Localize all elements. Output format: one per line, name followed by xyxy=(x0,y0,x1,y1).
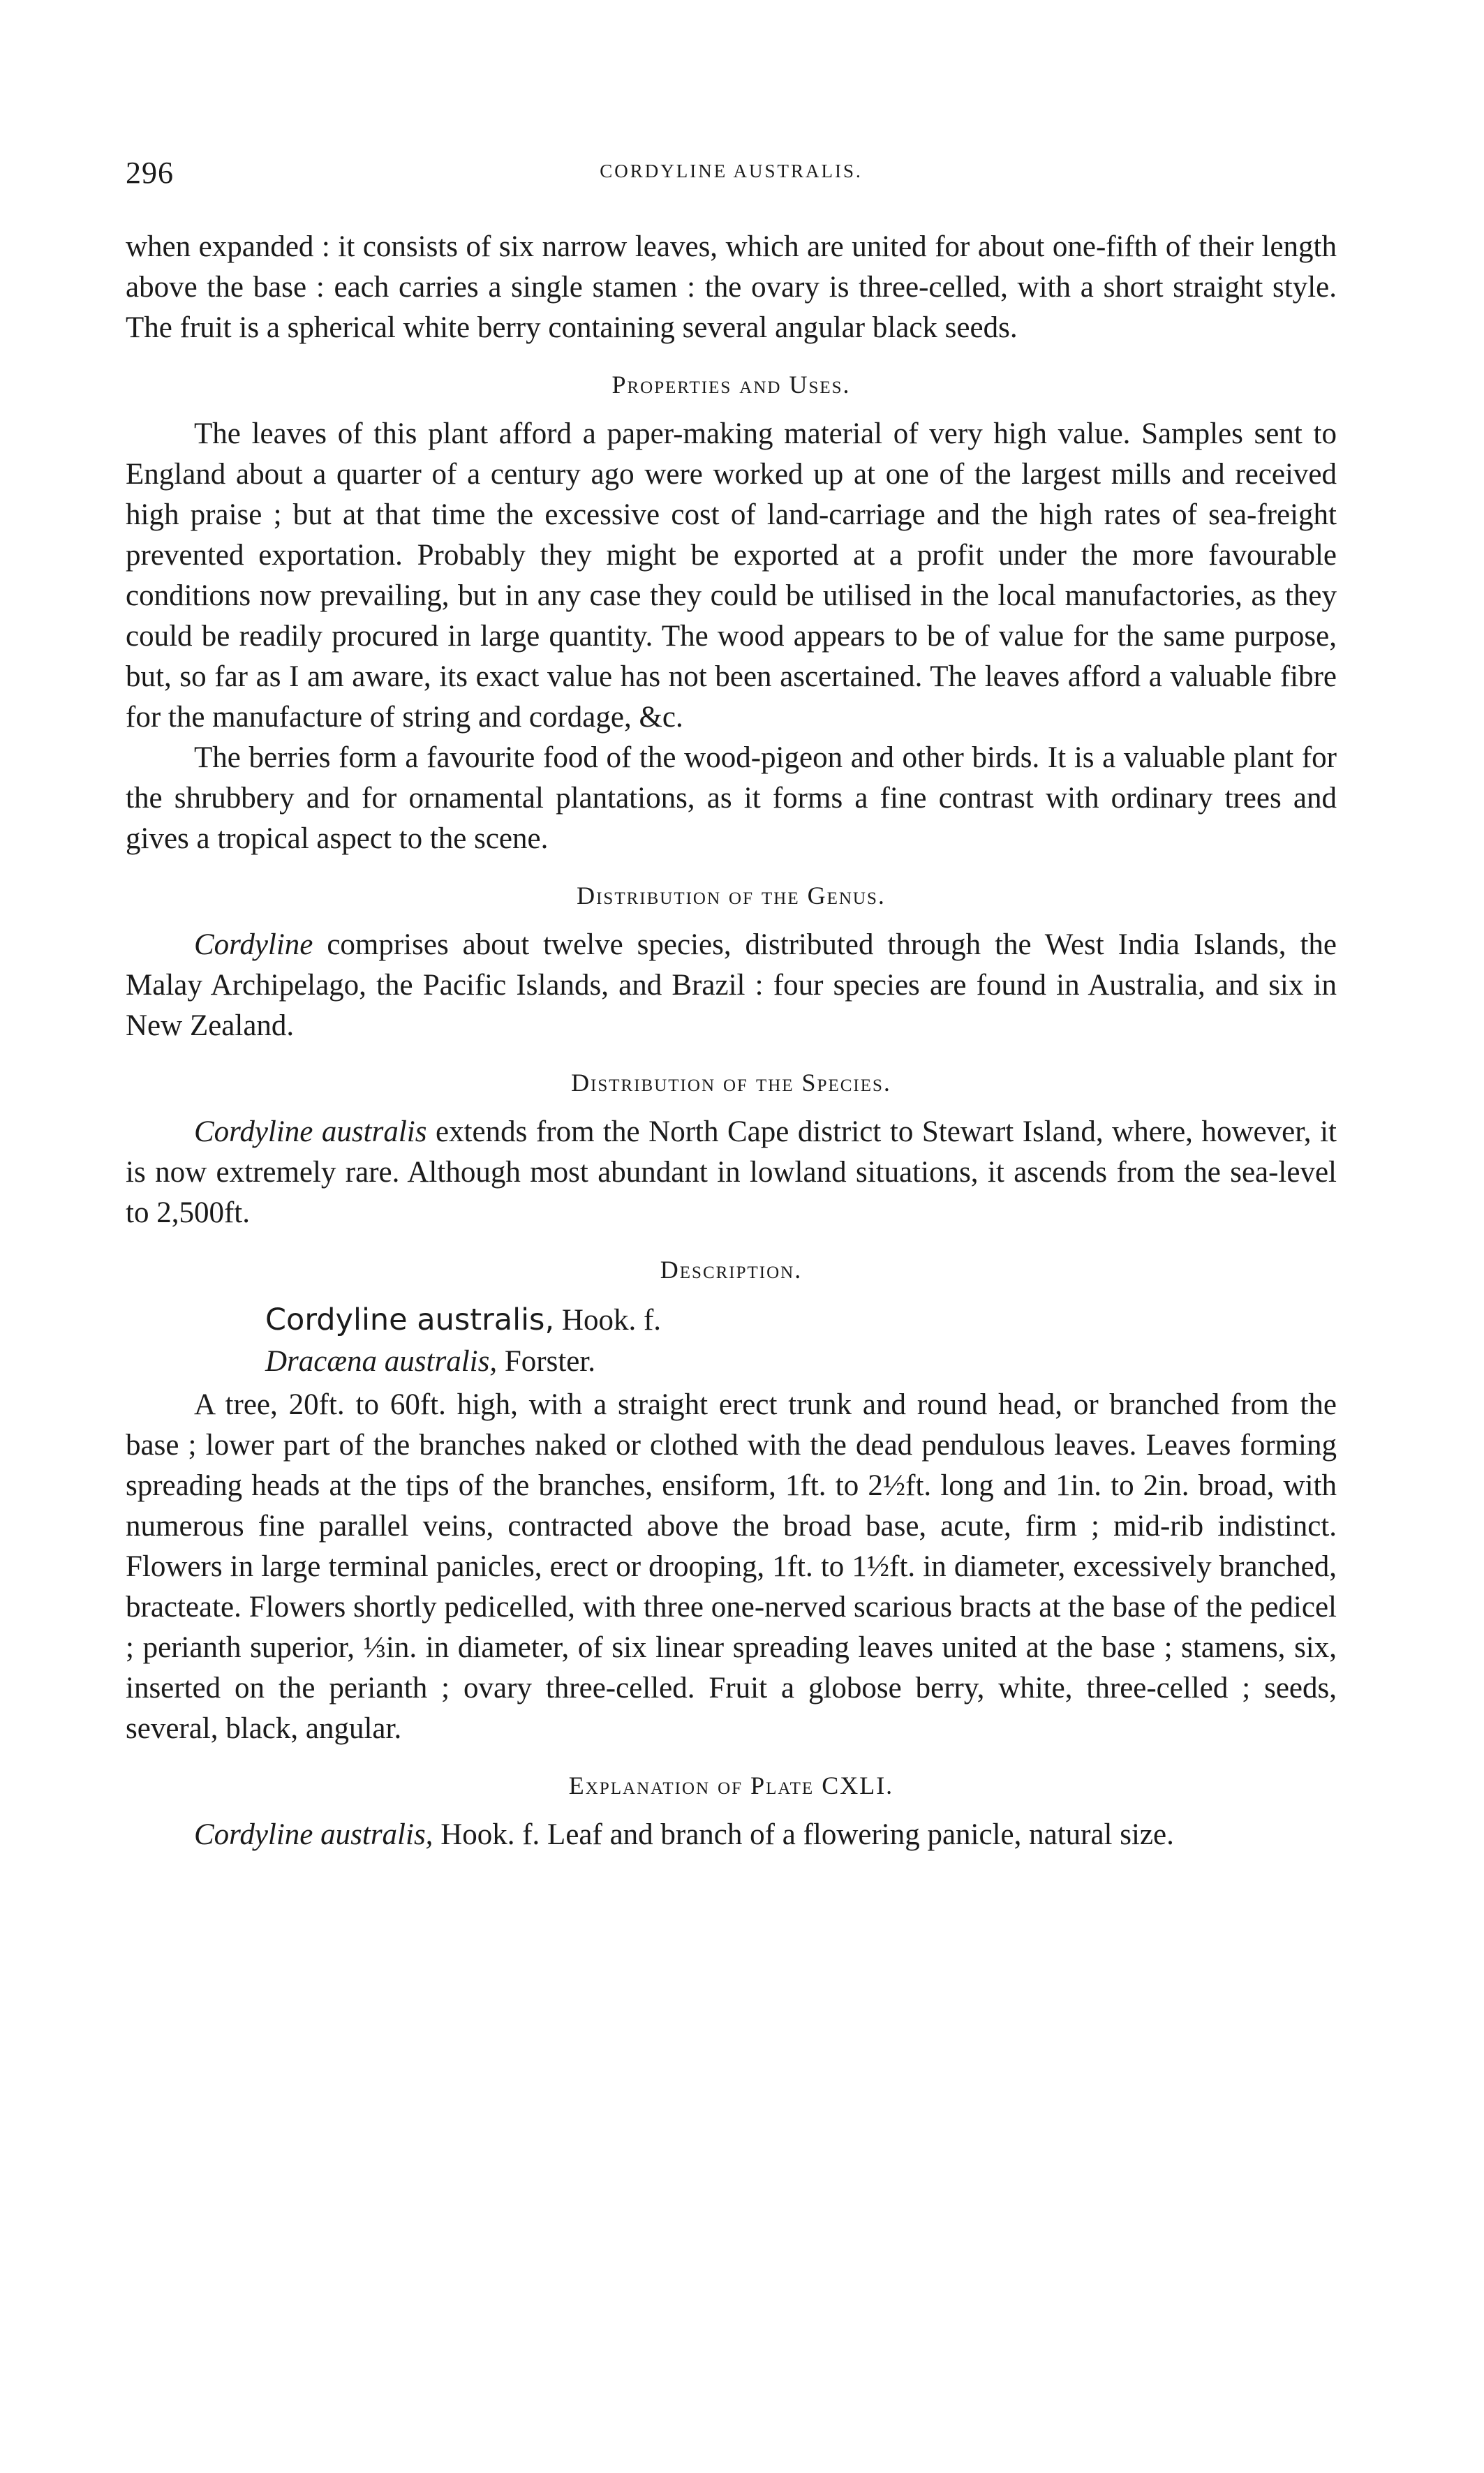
description-synonym xyxy=(265,1342,1337,1382)
properties-paragraph-2: The berries form a favourite food of the wood-pigeon and other birds. It is a valuable plant for the shrubbery and for ornamental plantations, as it forms a fine contrast with ordinary trees and gives a tropical aspect to the scene. xyxy=(126,741,1337,855)
species-section xyxy=(126,1064,1337,1233)
genus-text: comprises about twelve species, distributed through the West India Islands, the Malay Archipelago, the Pacific Islands, and Brazil : four species are found in Australia, and six in New Zealand. xyxy=(126,928,1337,1042)
description-name: Cordyline australis, xyxy=(265,1302,555,1337)
plate-species-name: Cordyline australis, xyxy=(194,1818,433,1851)
properties-section xyxy=(126,366,1337,859)
species-name: Cordyline australis xyxy=(194,1115,427,1148)
description-species-name xyxy=(265,1299,1337,1342)
plate-heading: Explanation of Plate CXLI. xyxy=(568,1772,894,1799)
genus-name: Cordyline xyxy=(194,928,313,961)
page-body xyxy=(126,227,1337,1855)
genus-heading: Distribution of the Genus. xyxy=(577,882,886,909)
properties-heading: Properties and Uses. xyxy=(611,371,851,399)
plate-text: Hook. f. Leaf and branch of a flowering panicle, natural size. xyxy=(433,1818,1174,1851)
plate-paragraph xyxy=(126,1815,1337,1855)
species-paragraph xyxy=(126,1112,1337,1233)
genus-paragraph xyxy=(126,925,1337,1046)
page-number: 296 xyxy=(126,156,174,190)
plate-section xyxy=(126,1767,1337,1855)
page-header xyxy=(126,155,1337,204)
description-section xyxy=(126,1252,1337,1749)
description-heading: Description. xyxy=(660,1256,803,1284)
species-text: extends from the North Cape district to Stewart Island, where, however, it is now extremely rare. Although most abundant in lowland situations, it ascends from the sea-level to 2,500ft. xyxy=(126,1115,1337,1229)
description-paragraph: A tree, 20ft. to 60ft. high, with a straight erect trunk and round head, or branched from the base ; lower part of the branches naked or clothed with the dead pendulous leaves. Leaves forming spreading heads at the tips of the branches, ensiform, 1ft. to 2½ft. long and 1in. to 2in. broad, with numerous fine parallel veins, contracted above the broad base, acute, firm ; mid-rib indistinct. Flowers in large terminal panicles, erect or drooping, 1ft. to 1½ft. in diameter, excessively branched, bracteate. Flowers shortly pedicelled, with three one-nerved scarious bracts at the base of the pedicel ; perianth superior, ⅓in. in diameter, of six linear spreading leaves united at the base ; stamens, six, inserted on the perianth ; ovary three-celled. Fruit a globose berry, white, three-celled ; seeds, several, black, angular. xyxy=(126,1388,1337,1745)
properties-paragraph-1: The leaves of this plant afford a paper-making material of very high value. Samples sent to England about a quarter of a century ago were worked up at one of the largest mills and received high praise ; but at that time the excessive cost of land-carriage and the high rates of sea-freight prevented exportation. Probably they might be exported at a profit under the more favourable conditions now prevailing, but in any case they could be utilised in the local manufactories, as they could be readily procured in large quantity. The wood appears to be of value for the same purpose, but, so far as I am aware, its exact value has not been ascertained. The leaves afford a valuable fibre for the manufacture of string and cordage, &c. xyxy=(126,417,1337,734)
genus-section xyxy=(126,877,1337,1046)
intro-paragraph: when expanded : it consists of six narrow leaves, which are united for about one-fifth of their length above the base : each carries a single stamen : the ovary is three-celled, with a short straight style. The fruit is a spherical white berry containing several angular black seeds. xyxy=(126,230,1337,344)
synonym-name: Dracæna australis, xyxy=(265,1345,498,1378)
running-head: CORDYLINE AUSTRALIS. xyxy=(600,161,863,181)
synonym-author: Forster. xyxy=(497,1345,596,1378)
description-author: Hook. f. xyxy=(554,1304,662,1337)
species-heading: Distribution of the Species. xyxy=(571,1069,891,1097)
